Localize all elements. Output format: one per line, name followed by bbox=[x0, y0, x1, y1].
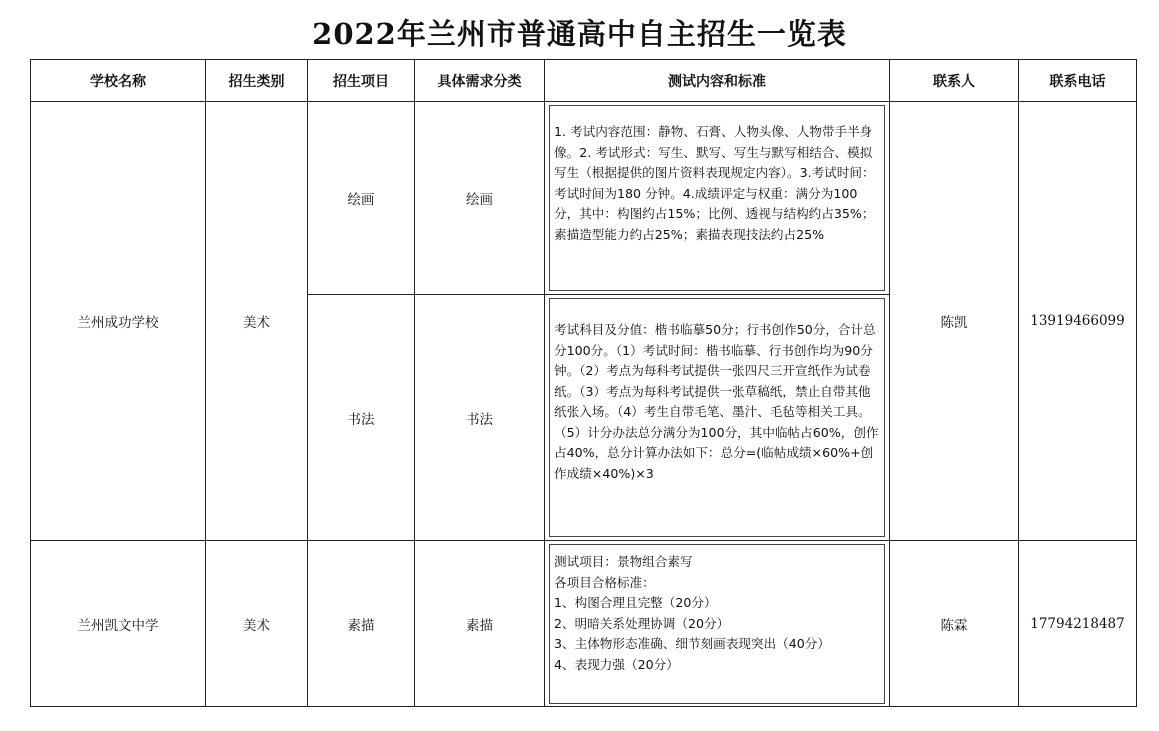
school-name-cell: 兰州凯文中学 bbox=[31, 541, 206, 707]
standard-text: 考试科目及分值：楷书临摹50分；行书创作50分，合计总分100分。（1）考试时间：楷书临摹、行书创作均为90分钟。（2）考点为每科考试提供一张四尺三开宣纸作为试卷纸。（3）考点为每科考试提供一张草稿纸，禁止自带其他纸张入场。（4）考生自带毛笔、墨汁、毛毡等相关工具。（5）计分办法总分满分为100分，其中临帖占60%，创作占40%，总分计算办法如下：总分=(临帖成绩×60%+创作成绩×40%)×3 bbox=[549, 298, 885, 537]
project-cell: 素描 bbox=[308, 541, 415, 707]
header-test-standard: 测试内容和标准 bbox=[545, 60, 890, 102]
standard-line: 1、构图合理且完整（20分） bbox=[554, 595, 717, 610]
school-name-cell: 兰州成功学校 bbox=[31, 102, 206, 541]
table-row bbox=[31, 102, 1137, 295]
header-subcategory: 具体需求分类 bbox=[415, 60, 545, 102]
subcategory-cell: 绘画 bbox=[415, 102, 545, 295]
page-title: 2022年兰州市普通高中自主招生一览表 bbox=[312, 17, 847, 51]
subcategory-cell: 素描 bbox=[415, 541, 545, 707]
category-cell: 美术 bbox=[206, 541, 308, 707]
standard-text bbox=[549, 544, 885, 704]
header-category: 招生类别 bbox=[206, 60, 308, 102]
contact-cell: 陈霖 bbox=[890, 541, 1019, 707]
phone-cell: 13919466099 bbox=[1019, 102, 1137, 541]
standard-line: 3、主体物形态准确、细节刻画表现突出（40分） bbox=[554, 636, 830, 651]
header-phone: 联系电话 bbox=[1019, 60, 1137, 102]
phone-cell: 17794218487 bbox=[1019, 541, 1137, 707]
table-row bbox=[31, 541, 1137, 707]
standard-line: 2、明暗关系处理协调（20分） bbox=[554, 615, 730, 631]
header-project: 招生项目 bbox=[308, 60, 415, 102]
standard-line: 测试项目：景物组合素写 bbox=[554, 554, 693, 569]
admissions-table bbox=[30, 59, 1137, 707]
standard-cell bbox=[545, 541, 890, 707]
standard-line: 各项目合格标准： bbox=[554, 574, 655, 590]
subcategory-cell: 书法 bbox=[415, 295, 545, 541]
project-cell: 书法 bbox=[308, 295, 415, 541]
contact-cell: 陈凯 bbox=[890, 102, 1019, 541]
standard-cell bbox=[545, 295, 890, 541]
table-header-row bbox=[31, 60, 1137, 102]
project-cell: 绘画 bbox=[308, 102, 415, 295]
standard-line: 4、表现力强（20分） bbox=[554, 656, 679, 672]
standard-cell bbox=[545, 102, 890, 295]
standard-text: 1. 考试内容范围：静物、石膏、人物头像、人物带手半身像。2. 考试形式：写生、默写、写生与默写相结合、模拟写生（根据提供的图片资料表现规定内容）。3.考试时间：考试时间为180 分钟。4.成绩评定与权重：满分为100 分，其中：构图约占15%；比例、透视与结构约占35%；素描造型能力约占25%；素描表现技法约占25% bbox=[549, 105, 885, 291]
header-school-name: 学校名称 bbox=[31, 60, 206, 102]
category-cell: 美术 bbox=[206, 102, 308, 541]
header-contact: 联系人 bbox=[890, 60, 1019, 102]
